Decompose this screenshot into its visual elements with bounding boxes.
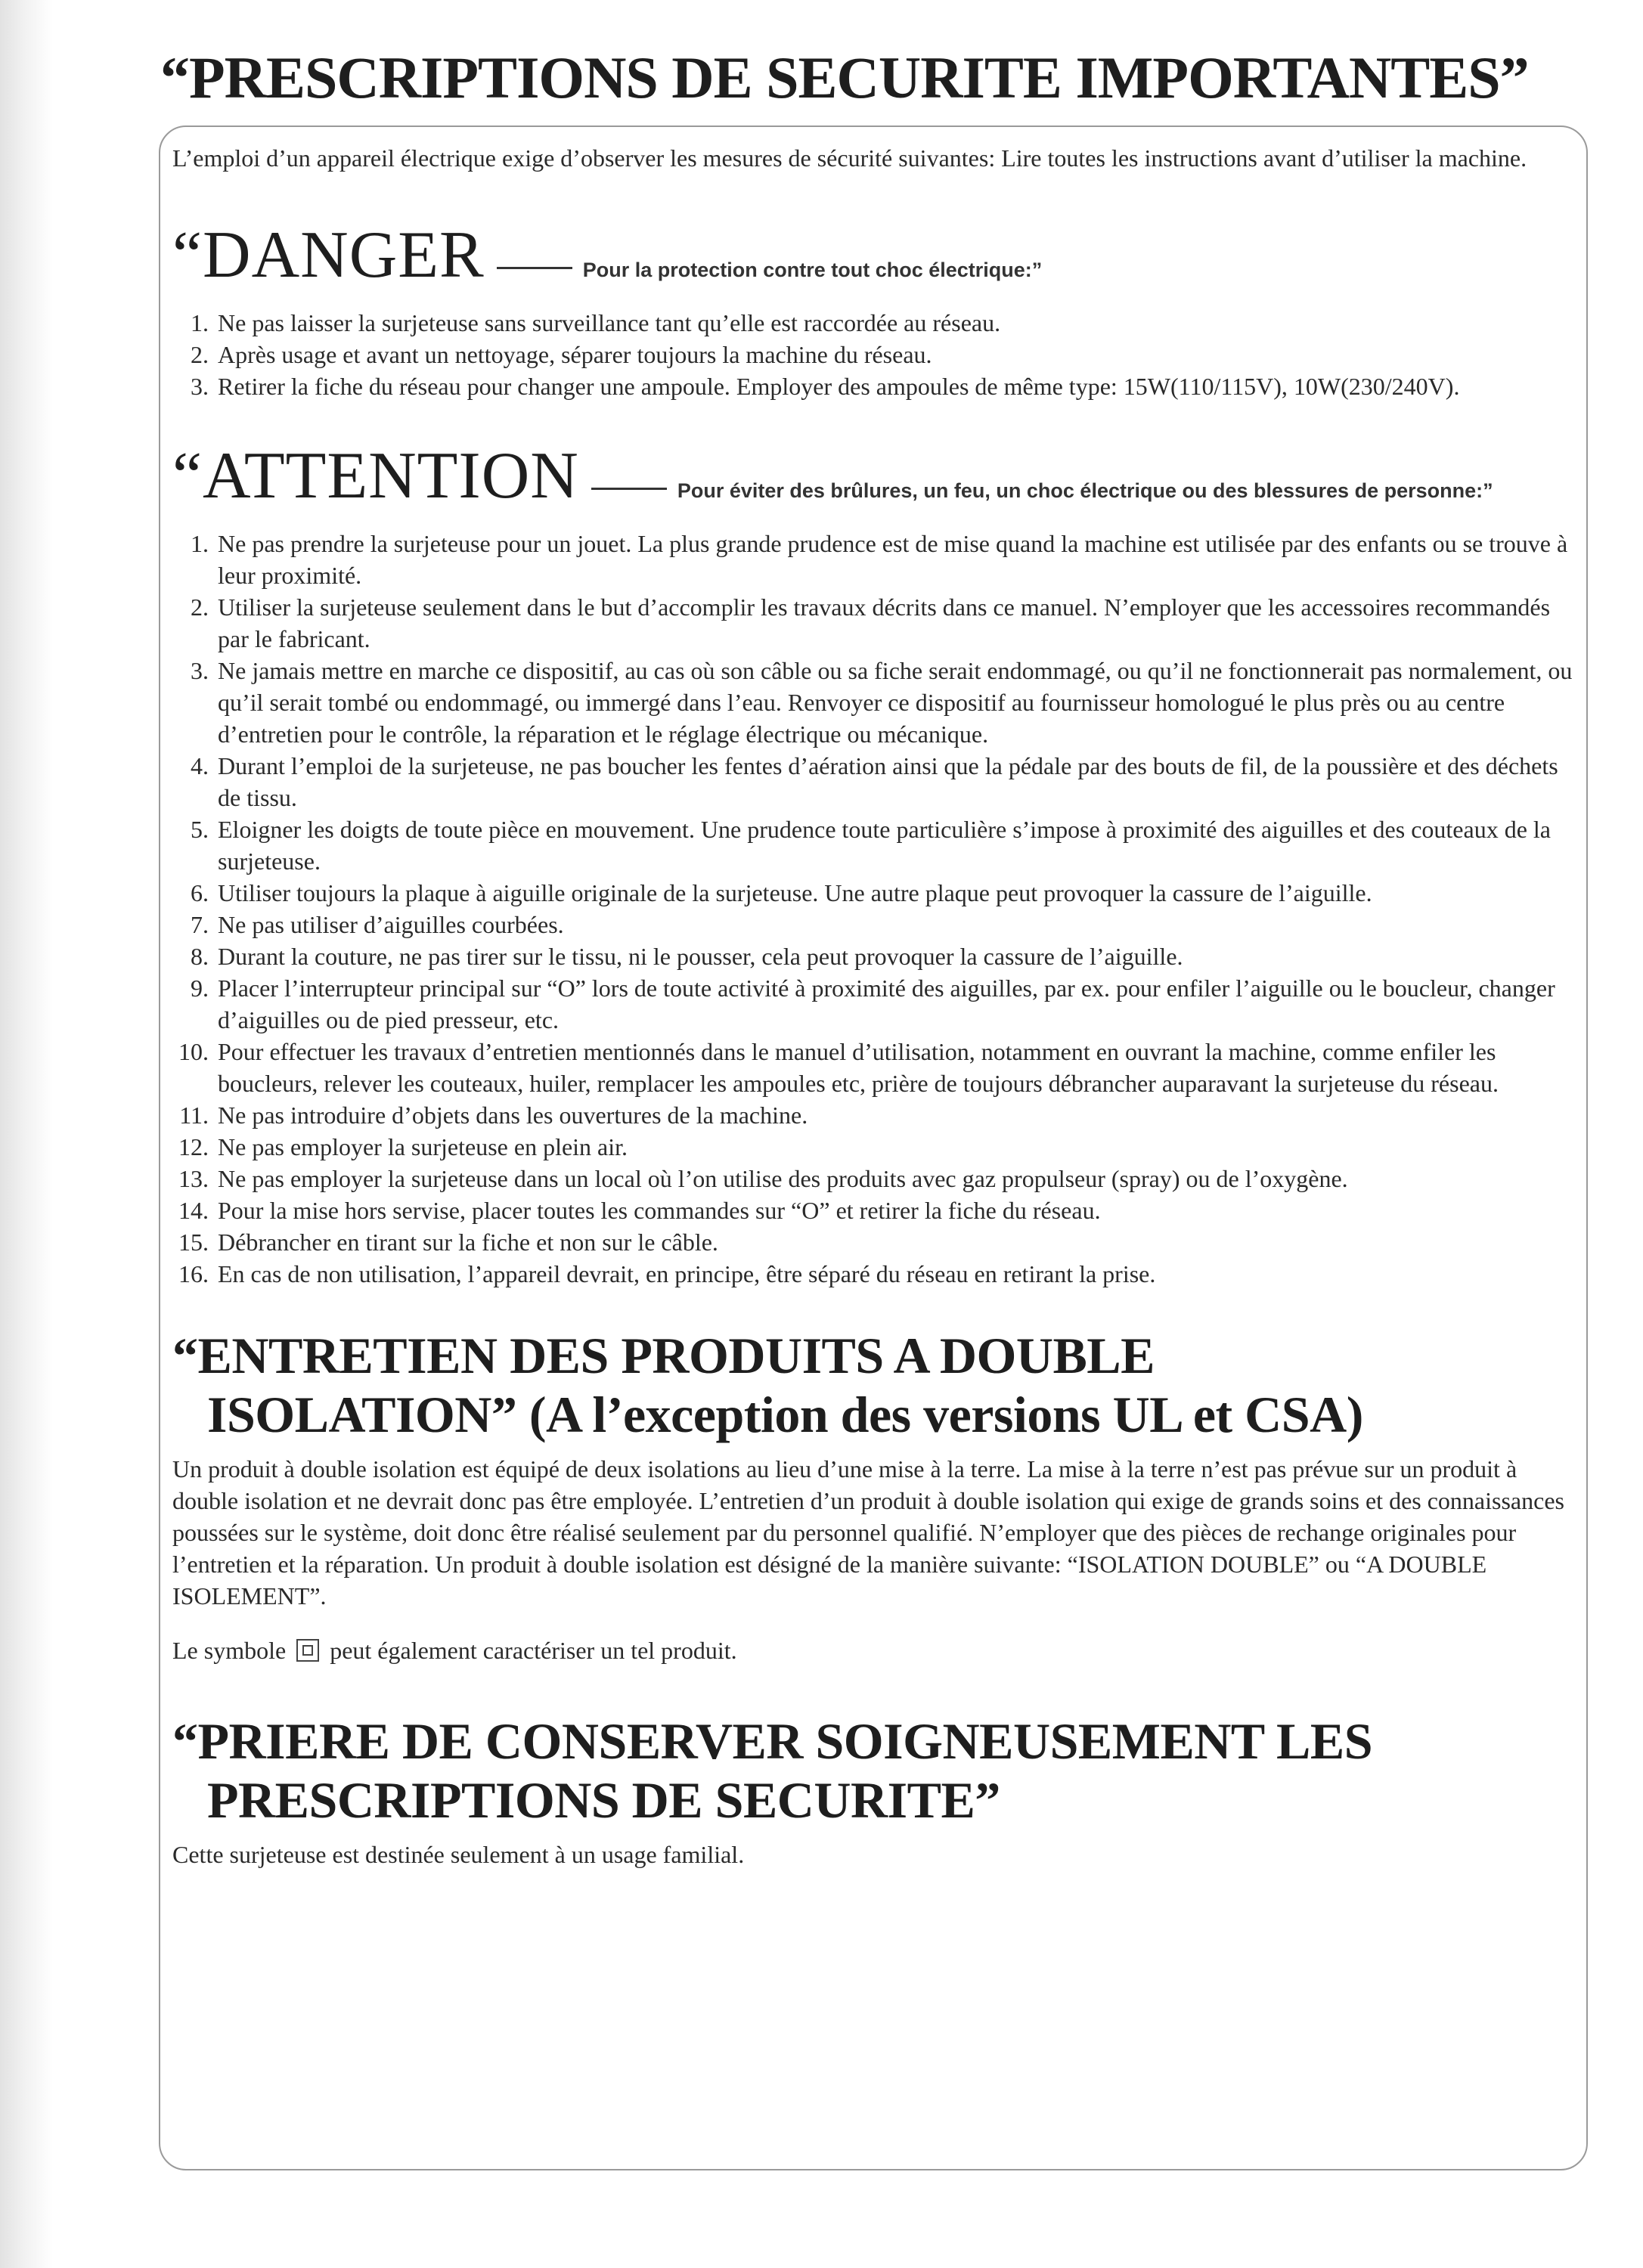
maintenance-heading-line1: “ENTRETIEN DES PRODUITS A DOUBLE: [172, 1327, 1155, 1384]
item-text: Eloigner les doigts de toute pièce en mouvement. Une prudence toute particulière s’impose à proximité des aiguilles et des couteaux de la surjeteuse.: [218, 816, 1551, 875]
item-number: 9.: [191, 974, 209, 1002]
item-text: Ne pas utiliser d’aiguilles courbées.: [218, 911, 564, 938]
item-number: 3.: [191, 657, 209, 684]
item-text: Durant l’emploi de la surjeteuse, ne pas boucher les fentes d’aération ainsi que la pédale par des bouts de fil, de la poussière et des déchets de tissu.: [218, 752, 1558, 811]
double-insulation-icon: [296, 1639, 319, 1662]
list-item: [172, 1163, 1579, 1194]
item-text: Pour la mise hors servise, placer toutes les commandes sur “O” et retirer la fiche du réseau.: [218, 1197, 1101, 1224]
list-item: [172, 972, 1579, 1036]
list-item: [172, 750, 1579, 813]
page-binding-edge: [0, 0, 53, 2268]
list-item: [172, 1258, 1579, 1290]
item-text: En cas de non utilisation, l’appareil devrait, en principe, être séparé du réseau en retirant la prise.: [218, 1260, 1156, 1287]
attention-title: “ATTENTION: [172, 439, 579, 513]
item-text: Ne pas introduire d’objets dans les ouvertures de la machine.: [218, 1101, 808, 1129]
list-item: [172, 528, 1579, 591]
item-text: Retirer la fiche du réseau pour changer une ampoule. Employer des ampoules de même type: 15W(110/115V), 10W(230/240V).: [218, 373, 1460, 400]
list-item: [172, 339, 1579, 370]
maintenance-paragraph: Un produit à double isolation est équipé de deux isolations au lieu d’une mise à la terre. La mise à la terre n’est pas prévue sur un produit à double isolation et ne devrait donc pas être employée. L’entretien d’un produit à double isolation qui exige de grands soins et des connaissances poussées sur le système, doit donc être réalisé seulement par du personnel qualifié. N’employer que des pièces de rechange originales pour l’entretien et la réparation. Un produit à double isolation est désigné de la manière suivante: “ISOLATION DOUBLE” ou “A DOUBLE ISOLEMENT”.: [172, 1455, 1564, 1610]
danger-list: [172, 307, 1579, 402]
heading-dash: [591, 488, 667, 490]
page-title: “PRESCRIPTIONS DE SECURITE IMPORTANTES”: [160, 45, 1529, 110]
item-text: Utiliser toujours la plaque à aiguille originale de la surjeteuse. Une autre plaque peut provoquer la cassure de l’aiguille.: [218, 879, 1372, 906]
item-number: 6.: [191, 879, 209, 906]
item-text: Débrancher en tirant sur la fiche et non sur le câble.: [218, 1228, 718, 1256]
item-number: 16.: [178, 1260, 209, 1287]
item-text: Utiliser la surjeteuse seulement dans le but d’accomplir les travaux décrits dans ce manuel. N’employer que les accessoires recommandés par le fabricant.: [218, 593, 1551, 652]
item-text: Ne pas employer la surjeteuse en plein air.: [218, 1133, 628, 1160]
household-use-note: Cette surjeteuse est destinée seulement à un usage familial.: [172, 1841, 745, 1868]
item-text: Pour effectuer les travaux d’entretien mentionnés dans le manuel d’utilisation, notamment en ouvrant la machine, comme enfiler les boucleurs, relever les couteaux, huiler, remplacer les ampoules etc, prière de toujours débrancher auparavant la surjeteuse du réseau.: [218, 1038, 1499, 1097]
item-number: 14.: [178, 1197, 209, 1224]
item-number: 11.: [179, 1101, 209, 1129]
list-item: [172, 813, 1579, 877]
heading-dash: [497, 267, 572, 269]
item-number: 7.: [191, 911, 209, 938]
keep-heading-line1: “PRIERE DE CONSERVER SOIGNEUSEMENT LES: [172, 1712, 1373, 1770]
item-number: 2.: [191, 593, 209, 621]
item-number: 10.: [178, 1038, 209, 1065]
list-item: [172, 1226, 1579, 1258]
danger-heading: [172, 219, 1579, 292]
list-item: [172, 1099, 1579, 1131]
item-text: Après usage et avant un nettoyage, séparer toujours la machine du réseau.: [218, 341, 932, 368]
list-item: [172, 655, 1579, 750]
safety-content: [172, 142, 1579, 1893]
keep-heading-line2: PRESCRIPTIONS DE SECURITE”: [207, 1771, 1000, 1829]
danger-subtitle: Pour la protection contre tout choc électrique:”: [582, 259, 1043, 281]
attention-list: [172, 528, 1579, 1290]
item-number: 12.: [178, 1133, 209, 1160]
item-number: 15.: [178, 1228, 209, 1256]
item-number: 4.: [191, 752, 209, 779]
intro-text: L’emploi d’un appareil électrique exige d’observer les mesures de sécurité suivantes: Lire toutes les instructions avant d’utiliser la machine.: [172, 144, 1527, 172]
list-item: [172, 307, 1579, 339]
list-item: [172, 1036, 1579, 1099]
list-item: [172, 940, 1579, 972]
item-number: 13.: [178, 1165, 209, 1192]
item-text: Durant la couture, ne pas tirer sur le tissu, ni le pousser, cela peut provoquer la cassure de l’aiguille.: [218, 943, 1183, 970]
list-item: [172, 1194, 1579, 1226]
item-text: Ne jamais mettre en marche ce dispositif, au cas où son câble ou sa fiche serait endommagé, ou qu’il ne fonctionnerait pas normalement, ou qu’il serait tombé ou endommagé, ou immergé dans l’eau. Renvoyer ce dispositif au fournisseur homologué le plus près ou au centre d’entretien pour le contrôle, la réparation et le réglage électrique ou mécanique.: [218, 657, 1573, 748]
item-text: Placer l’interrupteur principal sur “O” lors de toute activité à proximité des aiguilles, par ex. pour enfiler l’aiguille ou le boucleur, changer d’aiguilles ou de pied presseur, etc.: [218, 974, 1555, 1033]
list-item: [172, 909, 1579, 940]
item-number: 5.: [191, 816, 209, 843]
list-item: [172, 370, 1579, 402]
item-text: Ne pas employer la surjeteuse dans un local où l’on utilise des produits avec gaz propulseur (spray) ou de l’oxygène.: [218, 1165, 1348, 1192]
list-item: [172, 877, 1579, 909]
symbol-text-after: peut également caractériser un tel produit.: [330, 1637, 737, 1664]
maintenance-heading-line2: ISOLATION” (A l’exception des versions UL et CSA): [207, 1386, 1363, 1443]
item-number: 3.: [191, 373, 209, 400]
item-number: 8.: [191, 943, 209, 970]
danger-title: “DANGER: [172, 218, 485, 292]
attention-subtitle: Pour éviter des brûlures, un feu, un choc électrique ou des blessures de personne:”: [677, 479, 1493, 502]
list-item: [172, 591, 1579, 655]
symbol-text-before: Le symbole: [172, 1637, 287, 1664]
maintenance-heading: [172, 1326, 1579, 1444]
item-number: 2.: [191, 341, 209, 368]
list-item: [172, 1131, 1579, 1163]
item-text: Ne pas prendre la surjeteuse pour un jouet. La plus grande prudence est de mise quand la machine est utilisée par des enfants ou se trouve à leur proximité.: [218, 530, 1568, 589]
attention-heading: [172, 440, 1579, 513]
item-text: Ne pas laisser la surjeteuse sans surveillance tant qu’elle est raccordée au réseau.: [218, 309, 1001, 336]
keep-heading: [172, 1712, 1579, 1830]
item-number: 1.: [191, 530, 209, 557]
symbol-line: [172, 1634, 1579, 1666]
item-number: 1.: [191, 309, 209, 336]
